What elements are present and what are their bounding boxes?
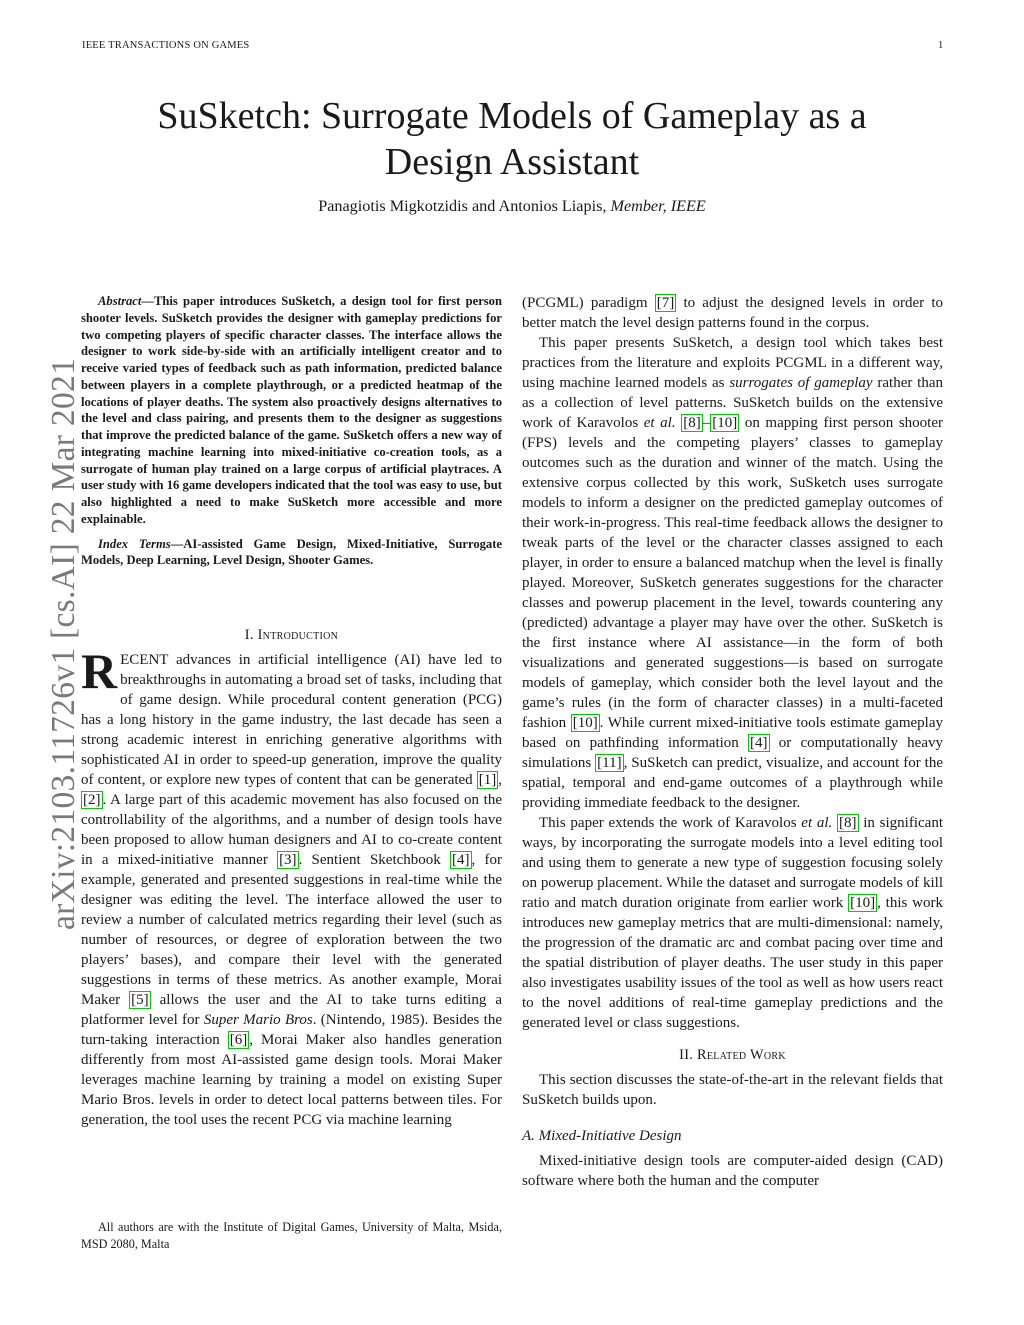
- citation-link[interactable]: [4]: [750, 735, 768, 751]
- section-numeral: II.: [679, 1047, 698, 1063]
- related-work-intro-paragraph: This section discusses the state-of-the-art in the relevant fields that SuSketch builds upon.: [522, 1072, 943, 1108]
- rc-text: , this work introduces new gameplay metrics that are multi-dimensional: namely, the progression of the dramatic arc and combat pacing over time and the spatial distribution of player deaths. The user study in this paper also investigates usability issues of the tool as well as how users react to the novel additions of real-time gameplay predictions and the generated level or class suggestions.: [522, 895, 943, 1031]
- rc-text: This paper presents SuSketch, a design tool which takes best practices from the literature and exploits PCGML in a different way, using machine learned models as: [522, 335, 943, 391]
- introduction-paragraph: [81, 643, 503, 1130]
- citation-link[interactable]: [5]: [131, 992, 149, 1008]
- index-terms-text: —AI-assisted Game Design, Mixed-Initiative, Surrogate Models, Deep Learning, Level Design, Shooter Games.: [81, 536, 502, 568]
- author-line: [0, 197, 1024, 216]
- author-membership: Member, IEEE: [610, 197, 706, 215]
- citation-link[interactable]: [8]: [839, 815, 857, 831]
- rc-text: in significant ways, by incorporating the surrogate models into a level editing tool and using them to generate a new type of suggestion focusing solely on powerup placement. While the dataset and surrogate models of kill ratio and match duration originate from earlier work: [522, 815, 943, 911]
- abstract-text: —This paper introduces SuSketch, a design tool for first person shooter levels. SuSketch provides the designer with gameplay predictions for two competing players of specific character classes. The interface allows the designer to work side-by-side with an artificially intelligent creator and to receive varied types of feedback such as path information, predicted balance between players in a complete playthrough, or a predicted heatmap of the locations of player deaths. The system also proactively designs alternatives to the level and class pairing, and presents them to the designer as suggestions that improve the predicted balance of the game. SuSketch offers a new way of integrating machine learning into mixed-initiative co-creation tools, as a surrogate of human play trained on a large corpus of artificial playtraces. A user study with 16 game developers indicated that the tool was easy to use, but also highlighted a need to make SuSketch more accessible and more explainable.: [81, 294, 502, 526]
- citation-link[interactable]: [3]: [279, 852, 297, 868]
- abstract: [81, 293, 502, 528]
- paper-title-line-2: Design Assistant: [384, 141, 640, 183]
- intro-text-e: allows the user and the AI to take turns editing a platformer level for: [81, 992, 502, 1028]
- index-terms: [81, 536, 502, 570]
- abstract-label: Abstract: [98, 294, 142, 308]
- citation-link[interactable]: [6]: [229, 1032, 248, 1048]
- citation-link[interactable]: [1]: [478, 772, 497, 788]
- section-heading-related-work: [522, 1047, 943, 1064]
- section-title: Related Work: [697, 1047, 786, 1063]
- susketch-overview-paragraph: [522, 333, 943, 813]
- rc-italic: et al.: [643, 415, 676, 431]
- intro-sep: ,: [498, 772, 502, 788]
- paper-title: [0, 93, 1024, 185]
- citation-link[interactable]: [10]: [850, 895, 876, 911]
- section-title: Introduction: [257, 627, 339, 643]
- left-column: [81, 293, 502, 1130]
- citation-link[interactable]: [2]: [83, 792, 101, 808]
- game-title-italic: Super Mario Bros: [203, 1012, 313, 1028]
- section-heading-introduction: [81, 627, 502, 644]
- intro-text-c: . Sentient Sketchbook: [298, 852, 451, 868]
- running-head-journal: IEEE TRANSACTIONS ON GAMES: [82, 40, 250, 51]
- intro-text-d: , for example, generated and presented suggestions in real-time while the designer was editing the level. The interface allowed the user to review a number of calculated metrics regarding their level (such as number of resources, or degree of exploration between the two players’ bases), and compare their level with the generated suggestions in terms of these metrics. As another example, Morai Maker: [81, 852, 502, 1008]
- rc-text: –: [702, 415, 711, 431]
- rc-text: (PCGML) paradigm: [522, 295, 655, 311]
- intro-text-b: . A large part of this academic movement has also focused on the controllability of the algorithms, and a number of design tools have been proposed to allow human designers and AI to co-create content in a mixed-initiative manner: [81, 792, 502, 868]
- intro-text-a: ECENT advances in artificial intelligence (AI) have led to breakthroughs in automating a broad set of tasks, including that of game design. While procedural content generation (PCG) has a long history in the game industry, the last decade has seen a strong academic interest in enriching generative algorithms with sophisticated AI in order to speed-up generation, improve the quality of content, or explore new types of content that can be generated: [81, 652, 502, 788]
- rc-text: , SuSketch can predict, visualize, and account for the spatial, temporal and end-game outcomes of a playthrough while providing immediate feedback to the designer.: [522, 755, 943, 811]
- rc-text: to adjust the designed levels in order to better match the level design patterns found in the corpus.: [522, 295, 943, 331]
- right-column: [522, 293, 943, 1191]
- rc-text: rather than as a collection of level patterns. SuSketch builds on the extensive work of Karavolos: [522, 375, 943, 431]
- citation-link[interactable]: [8]: [683, 415, 701, 431]
- page-number: 1: [938, 40, 944, 51]
- mixed-initiative-paragraph: Mixed-initiative design tools are computer-aided design (CAD) software where both the human and the computer: [522, 1153, 943, 1189]
- section-numeral: I.: [244, 627, 258, 643]
- drop-cap-letter: R: [81, 643, 118, 699]
- intro-text-f: . (Nintendo, 1985). Besides the turn-taking interaction: [81, 1012, 503, 1048]
- rc-text: . While current mixed-initiative tools estimate gameplay based on pathfinding information: [522, 715, 943, 751]
- citation-link[interactable]: [10]: [712, 415, 738, 431]
- citation-link[interactable]: [4]: [452, 852, 470, 868]
- index-terms-label: Index Terms: [98, 536, 171, 551]
- intro-text-g: , Morai Maker also handles generation differently from most AI-assisted game design tools. Morai Maker leverages machine learning by training a model on existing Super Mario Bros. levels in order to detect local patterns between tiles. For generation, the tool uses the recent PCG via machine learning: [81, 1032, 502, 1128]
- affiliation-footnote: All authors are with the Institute of Digital Games, University of Malta, Msida, MSD 2080, Malta: [81, 1220, 502, 1251]
- extension-paragraph: [522, 813, 943, 1033]
- citation-link[interactable]: [10]: [572, 715, 598, 731]
- rc-text: on mapping first person shooter (FPS) levels and the competing players’ classes to gameplay outcomes such as the duration and winner of the match. Using the extensive corpus collected by this work, SuSketch uses surrogate models to inform a designer on the predicted gameplay outcomes of their work-in-progress. This real-time feedback allows the designer to tweak parts of the level or the character classes assigned to each player, in order to ensure a balanced matchup when the level is finally played. Moreover, SuSketch generates suggestions for the character classes and powerup placement in the level, towards countering any (predicted) advantage a player may have over the other. SuSketch is the first instance where AI assistance—in the form of both visualizations and generated suggestions—is based on surrogate models of gameplay, which consider both the level layout and the game’s rules (in the form of character classes) in a multi-faceted fashion: [522, 415, 943, 731]
- paper-title-line-1: SuSketch: Surrogate Models of Gameplay as a: [157, 95, 867, 137]
- subsection-heading-mixed-initiative: A. Mixed-Initiative Design: [522, 1128, 682, 1144]
- citation-link[interactable]: [11]: [597, 755, 622, 771]
- arxiv-identifier-stamp: arXiv:2103.11726v1 [cs.AI] 22 Mar 2021: [45, 357, 82, 930]
- continuation-paragraph: [522, 293, 943, 333]
- rc-text: or computationally heavy simulations: [522, 735, 943, 771]
- author-names: Panagiotis Migkotzidis and Antonios Liapis,: [318, 197, 611, 215]
- rc-italic: et al.: [801, 815, 833, 831]
- rc-text: This paper extends the work of Karavolos: [539, 815, 802, 831]
- citation-link[interactable]: [7]: [656, 295, 675, 311]
- rc-italic: surrogates of gameplay: [729, 375, 873, 391]
